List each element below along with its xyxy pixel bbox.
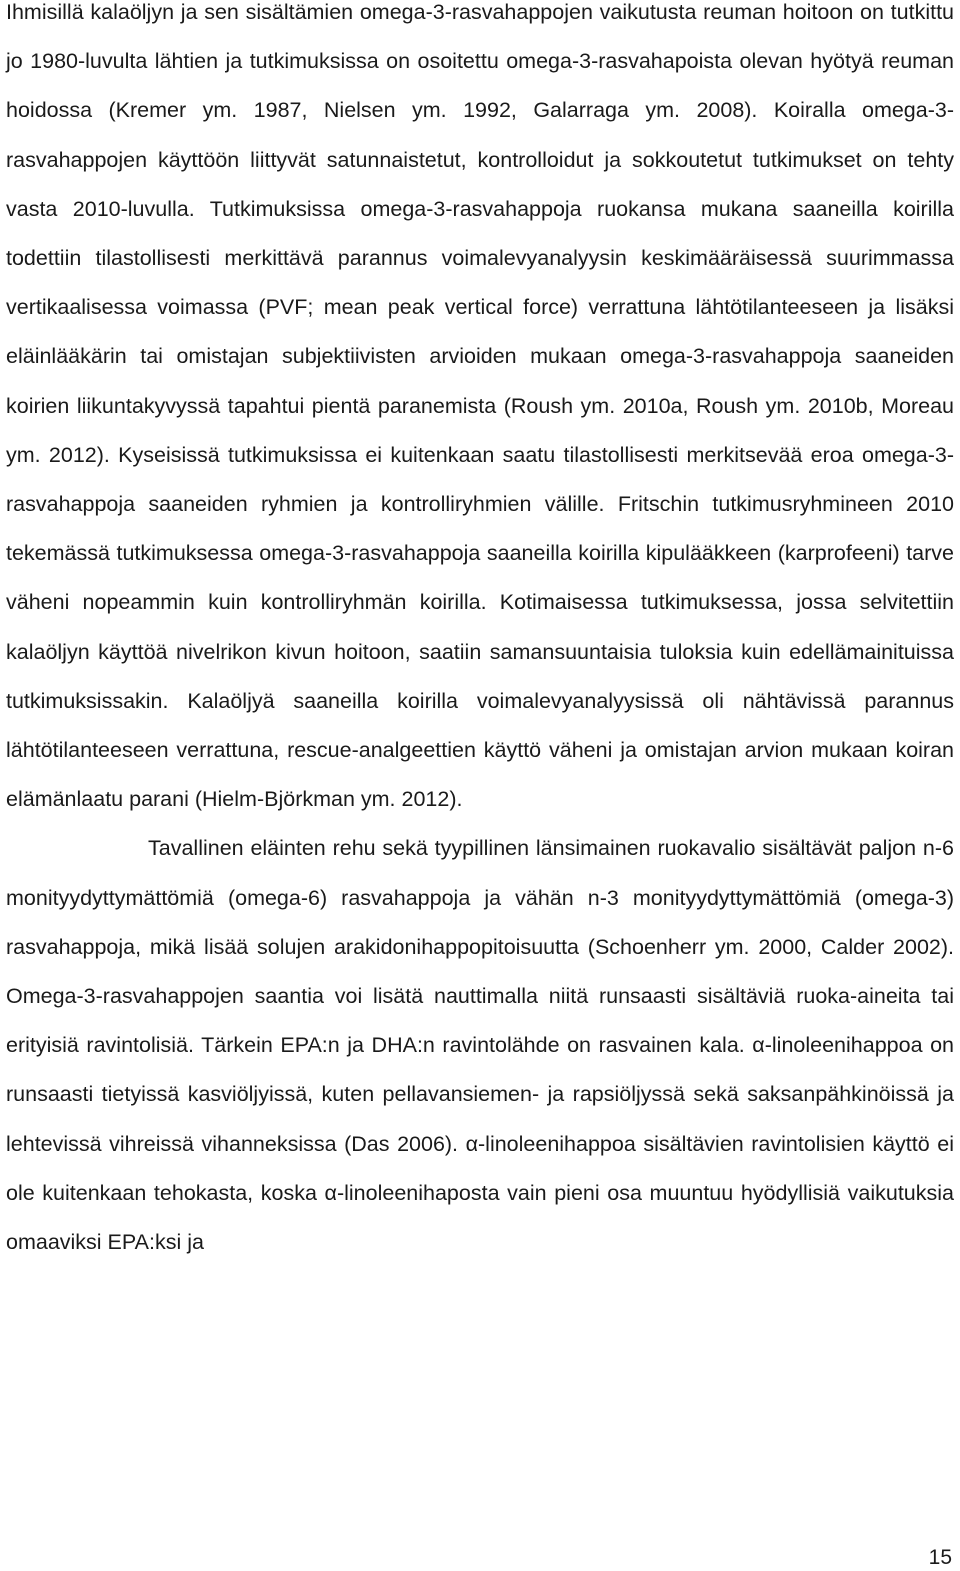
paragraph-omega3-research: Ihmisillä kalaöljyn ja sen sisältämien omega-3-rasvahappojen vaikutusta reuman hoitoon on tutkittu jo 1980-luvulta lähtien ja tutkimuksissa on osoitettu omega-3-rasvahapoista olevan hyötyä reuman hoidossa (Kremer ym. 1987, Nielsen ym. 1992, Galarraga ym. 2008). Koiralla omega-3-rasvahappojen käyttöön liittyvät satunnaistetut, kontrolloidut ja sokkoutetut tutkimukset on tehty vasta 2010-luvulla. Tutkimuksissa omega-3-rasvahappoja ruokansa mukana saaneilla koirilla todettiin tilastollisesti merkittävä parannus voimalevyanalyysin keskimääräisessä suurimmassa vertikaalisessa voimassa (PVF; mean peak vertical force) verrattuna lähtötilanteeseen ja lisäksi eläinlääkärin tai omistajan subjektiivisten arvioiden mukaan omega-3-rasvahappoja saaneiden koirien liikuntakyvyssä tapahtui pientä paranemista (Roush ym. 2010a, Roush ym. 2010b, Moreau ym. 2012). Kyseisissä tutkimuksissa ei kuitenkaan saatu tilastollisesti merkitsevää eroa omega-3-rasvahappoja saaneiden ryhmien ja kontrolliryhmien välille. Fritschin tutkimusryhmineen 2010 tekemässä tutkimuksessa omega-3-rasvahappoja saaneilla koirilla kipulääkkeen (karprofeeni) tarve väheni nopeammin kuin kontrolliryhmän koirilla. Kotimaisessa tutkimuksessa, jossa selvitettiin kalaöljyn käyttöä nivelrikon kivun hoitoon, saatiin samansuuntaisia tuloksia kuin edellämainituissa tutkimuksissakin. Kalaöljyä saaneilla koirilla voimalevyanalyysissä oli nähtävissä parannus lähtötilanteeseen verrattuna, rescue-analgeettien käyttö väheni ja omistajan arvion mukaan koiran elämänlaatu parani (Hielm-Björkman ym. 2012). [6, 0, 954, 812]
page-number: 15 [928, 1546, 952, 1569]
body-text [6, 0, 954, 1267]
paragraph-diet-fatty-acids: Tavallinen eläinten rehu sekä tyypillinen länsimainen ruokavalio sisältävät paljon n-6 monityydyttymättömiä (omega-6) rasvahappoja ja vähän n-3 monityydyttymättömiä (omega-3) rasvahappoja, mikä lisää solujen arakidonihappopitoisuutta (Schoenherr ym. 2000, Calder 2002). Omega-3-rasvahappojen saantia voi lisätä nauttimalla niitä runsaasti sisältäviä ruoka-aineita tai erityisiä ravintolisiä. Tärkein EPA:n ja DHA:n ravintolähde on rasvainen kala. α-linoleenihappoa on runsaasti tietyissä kasviöljyissä, kuten pellavansiemen- ja rapsiöljyssä sekä saksanpähkinöissä ja lehtevissä vihreissä vihanneksissa (Das 2006). α-linoleenihappoa sisältävien ravintolisien käyttö ei ole kuitenkaan tehokasta, koska α-linoleenihaposta vain pieni osa muuntuu hyödyllisiä vaikutuksia omaaviksi EPA:ksi ja [6, 836, 954, 1255]
